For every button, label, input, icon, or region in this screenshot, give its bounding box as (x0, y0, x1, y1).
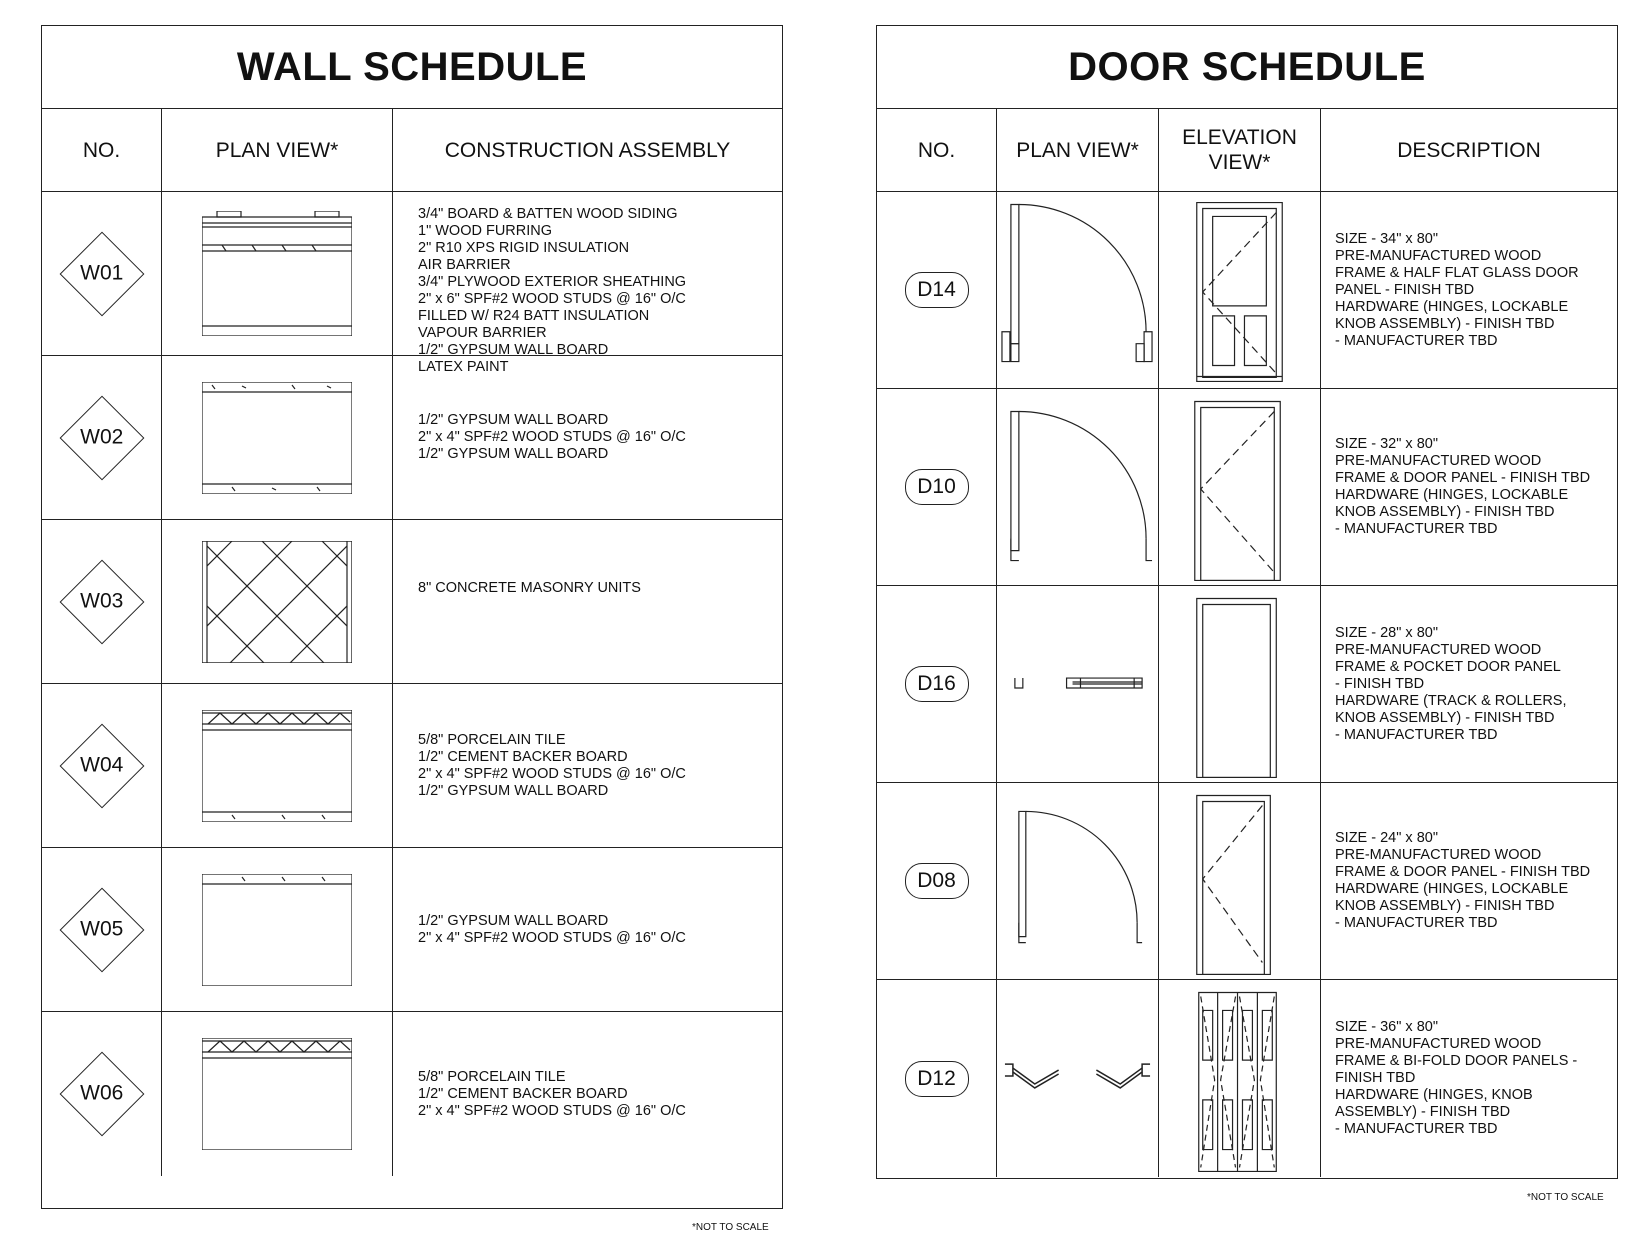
assembly-text: 1/2" GYPSUM WALL BOARD 2" x 4" SPF#2 WOOD STUDS @ 16" O/C (418, 912, 686, 946)
wall-tag: W02 (59, 395, 144, 480)
door-bifold-plan-icon (997, 980, 1158, 1177)
wall-tag: W05 (59, 887, 144, 972)
wall-plan-gypsum-one-icon (202, 874, 352, 986)
door-swing-plan-icon (997, 783, 1158, 980)
wall-tag: W03 (59, 559, 144, 644)
door-bifold-elevation-icon (1159, 980, 1320, 1177)
wall-plan-tile-both-icon (202, 710, 352, 822)
header-plan-view: PLAN VIEW* (997, 109, 1159, 191)
assembly-text: 1/2" GYPSUM WALL BOARD 2" x 4" SPF#2 WOOD STUDS @ 16" O/C 1/2" GYPSUM WALL BOARD (418, 412, 686, 462)
door-glass-panel-elevation-icon (1159, 192, 1320, 389)
door-pocket-elevation-icon (1159, 586, 1320, 783)
wall-row-w04 (42, 684, 782, 848)
door-slab-elevation-icon (1159, 389, 1320, 586)
door-tag: D10 (905, 469, 969, 505)
wall-plan-masonry-icon (202, 541, 352, 663)
assembly-text: 3/4" BOARD & BATTEN WOOD SIDING 1" WOOD FURRING 2" R10 XPS RIGID INSULATION AIR BARRIER 3/4" PLYWOOD EXTERIOR SHEATHING 2" x 6" SPF#2 WOOD STUDS @ 16" O/C FILLED W/ R24 BATT INSULATION VAPOUR BARRIER 1/2" GYPSUM WALL BOARD LATEX PAINT (418, 206, 687, 375)
wall-tag: W04 (59, 723, 144, 808)
header-plan-view: PLAN VIEW* (162, 109, 393, 191)
description-text: SIZE - 34" x 80" PRE-MANUFACTURED WOOD FRAME & HALF FLAT GLASS DOOR PANEL - FINISH TBD HARDWARE (HINGES, LOCKABLE KNOB ASSEMBLY) - FINISH TBD - MANUFACTURER TBD (1335, 230, 1579, 349)
door-row-d10 (877, 389, 1617, 586)
header-construction-assembly: CONSTRUCTION ASSEMBLY (444, 138, 731, 162)
door-row-d14 (877, 192, 1617, 389)
wall-row-w05 (42, 848, 782, 1012)
door-slab-elevation-icon (1159, 783, 1320, 980)
door-schedule-title: DOOR SCHEDULE (877, 26, 1617, 109)
door-swing-plan-icon (997, 389, 1158, 586)
door-tag: D16 (905, 666, 969, 702)
door-schedule-table (876, 25, 1618, 1179)
door-swing-plan-icon (997, 192, 1158, 389)
door-tag: D12 (905, 1061, 969, 1097)
wall-plan-gypsum-both-icon (202, 382, 352, 494)
wall-tag: W01 (59, 231, 144, 316)
wall-schedule-table (41, 25, 783, 1209)
description-text: SIZE - 28" x 80" PRE-MANUFACTURED WOOD FRAME & POCKET DOOR PANEL - FINISH TBD HARDWARE (TRACK & ROLLERS, KNOB ASSEMBLY) - FINISH TBD - MANUFACTURER TBD (1335, 624, 1567, 743)
header-no: NO. (42, 109, 162, 191)
description-text: SIZE - 24" x 80" PRE-MANUFACTURED WOOD FRAME & DOOR PANEL - FINISH TBD HARDWARE (HINGES, LOCKABLE KNOB ASSEMBLY) - FINISH TBD - MANUFACTURER TBD (1335, 830, 1591, 931)
wall-row-w06 (42, 1012, 782, 1176)
door-tag: D14 (905, 272, 969, 308)
door-schedule-header (877, 109, 1617, 192)
wall-not-to-scale-note: *NOT TO SCALE (692, 1222, 769, 1233)
assembly-text: 8" CONCRETE MASONRY UNITS (418, 580, 641, 596)
door-row-d08 (877, 783, 1617, 980)
wall-row-w03 (42, 520, 782, 684)
header-no: NO. (877, 109, 997, 191)
assembly-text: 5/8" PORCELAIN TILE 1/2" CEMENT BACKER BOARD 2" x 4" SPF#2 WOOD STUDS @ 16" O/C (418, 1068, 686, 1119)
wall-row-w02 (42, 356, 782, 520)
wall-schedule-title: WALL SCHEDULE (42, 26, 782, 109)
door-row-d16 (877, 586, 1617, 783)
description-text: SIZE - 36" x 80" PRE-MANUFACTURED WOOD FRAME & BI-FOLD DOOR PANELS - FINISH TBD HARDWARE (HINGES, KNOB ASSEMBLY) - FINISH TBD - MANUFACTURER TBD (1335, 1019, 1578, 1137)
wall-tag: W06 (59, 1052, 144, 1137)
wall-plan-siding-icon (202, 211, 352, 336)
door-not-to-scale-note: *NOT TO SCALE (1527, 1192, 1604, 1203)
door-pocket-plan-icon (997, 586, 1158, 783)
door-tag: D08 (905, 863, 969, 899)
wall-schedule-header (42, 109, 782, 192)
description-text: SIZE - 32" x 80" PRE-MANUFACTURED WOOD FRAME & DOOR PANEL - FINISH TBD HARDWARE (HINGES, LOCKABLE KNOB ASSEMBLY) - FINISH TBD - MANUFACTURER TBD (1335, 436, 1591, 537)
header-elevation-view: ELEVATION VIEW* (1159, 109, 1321, 191)
wall-plan-tile-one-icon (202, 1038, 352, 1150)
header-description: DESCRIPTION (1397, 138, 1541, 162)
wall-row-w01 (42, 192, 782, 375)
door-row-d12 (877, 980, 1617, 1177)
assembly-text: 5/8" PORCELAIN TILE 1/2" CEMENT BACKER BOARD 2" x 4" SPF#2 WOOD STUDS @ 16" O/C 1/2" GYPSUM WALL BOARD (418, 731, 686, 799)
